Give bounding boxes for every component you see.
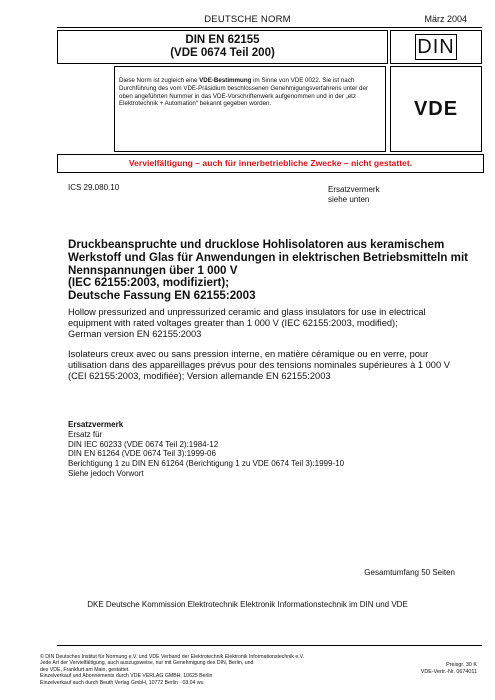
din-logo-box — [390, 30, 482, 64]
price-group: Preisgr. 30 K — [446, 662, 477, 668]
replacement-line: DIN EN 61264 (VDE 0674 Teil 3):1999-06 — [68, 449, 216, 459]
vde-logo: VDE — [413, 97, 459, 120]
dke-committee: DKE Deutsche Kommission Elektrotechnik Elektronik Informationstechnik im DIN und VDE — [87, 600, 408, 609]
title-french — [68, 349, 480, 382]
vde-number: (VDE 0674 Teil 200) — [170, 47, 275, 59]
vde-note-text — [115, 67, 385, 108]
vde-note-pre: Diese Norm ist zugleich eine — [119, 77, 200, 84]
title-german-line: Deutsche Fassung EN 62155:2003 — [68, 289, 256, 303]
copy-warning: Vervielfältigung – auch für innerbetriebliche Zwecke – nicht gestattet. — [57, 154, 484, 173]
vde-note-bold: VDE-Bestimmung — [199, 77, 252, 84]
replacement-line: Siehe jedoch Vorwort — [68, 468, 144, 478]
title-english-line: equipment with rated voltages greater than 1 000 V (IEC 62155:2003, modified); — [68, 318, 398, 328]
ics-code: ICS 29.080.10 — [68, 183, 120, 192]
title-german-line: (IEC 62155:2003, modifiziert); — [68, 276, 230, 290]
title-german-line: Druckbeanspruchte und drucklose Hohlisolatoren aus keramischem — [68, 238, 445, 251]
standard-number: DIN EN 62155 — [185, 34, 260, 46]
publication-date: März 2004 — [424, 14, 467, 24]
copyright-line: Einzelverkauf und Abonnements durch VDE VERLAG GMBH, 10625 Berlin — [40, 673, 213, 680]
ersatzvermerk-top-line: siehe unten — [328, 195, 370, 204]
price-footer — [421, 662, 477, 675]
title-french-line: Isolateurs creux avec ou sans pression interne, en matière céramique ou en verre, pour — [68, 349, 429, 359]
replacement-line: DIN IEC 60233 (VDE 0674 Teil 2):1984-12 — [68, 439, 219, 449]
vde-logo-box — [390, 66, 482, 152]
standard-number-box — [57, 30, 388, 64]
vde-note-post: im Sinne von VDE 0022. Sie ist nach Durchführung des vom VDE-Präsidium beschlossenen Genehmigungsverfahrens unter der oben angeführten Nummer in das VDE-Vorschriftenwerk aufgenommen und in der „etz Elektrotechnik + Automation“ bekannt gegeben worden. — [119, 77, 369, 108]
title-english — [68, 307, 480, 340]
vde-note-box — [114, 66, 386, 152]
title-english-line: Hollow pressurized and unpressurized ceramic and glass insulators for use in electrical — [68, 307, 426, 317]
total-pages: Gesamtumfang 50 Seiten — [364, 568, 455, 577]
copyright-line: Jede Art der Vervielfältigung, auch auszugsweise, nur mit Genehmigung des DIN, Berlin, und — [40, 660, 254, 667]
replacement-heading: Ersatzvermerk — [68, 420, 124, 429]
title-french-line: utilisation dans des appareillages prévus pour des tensions nominales supérieures à 1 000 V — [68, 360, 450, 370]
title-french-line: (CEI 62155:2003, modifiée); Version allemande EN 62155:2003 — [68, 371, 331, 381]
ersatzvermerk-top — [328, 185, 380, 205]
copyright-line: Einzelverkauf auch durch Beuth Verlag GmbH, 10772 Berlin · 03.04 wu — [40, 679, 204, 686]
document-type-header: DEUTSCHE NORM — [204, 14, 291, 25]
bottom-divider — [57, 645, 482, 646]
vde-sales-number: VDE-Vertr.-Nr. 0674011 — [420, 668, 477, 675]
copyright-footer — [40, 654, 370, 686]
replacement-line: Ersatz für — [68, 429, 103, 439]
copyright-line: des VDE, Frankfurt am Main, gestattet. — [40, 666, 130, 673]
din-logo: DIN — [415, 34, 457, 60]
title-german — [68, 239, 480, 303]
top-divider — [57, 27, 482, 28]
replacement-notice — [68, 420, 480, 479]
title-german-line: Werkstoff und Glas für Anwendungen in elektrischen Betriebsmitteln mit — [68, 250, 469, 264]
title-english-line: German version EN 62155:2003 — [68, 329, 202, 339]
ersatzvermerk-top-line: Ersatzvermerk — [328, 185, 380, 194]
copyright-line: © DIN Deutsches Institut für Normung e.V. und VDE Verband der Elektrotechnik Elektronik Informationstechnik e.V. — [40, 654, 305, 660]
title-german-line: Nennspannungen über 1 000 V — [68, 263, 238, 277]
replacement-line: Berichtigung 1 zu DIN EN 61264 (Berichtigung 1 zu VDE 0674 Teil 3):1999-10 — [68, 459, 345, 469]
